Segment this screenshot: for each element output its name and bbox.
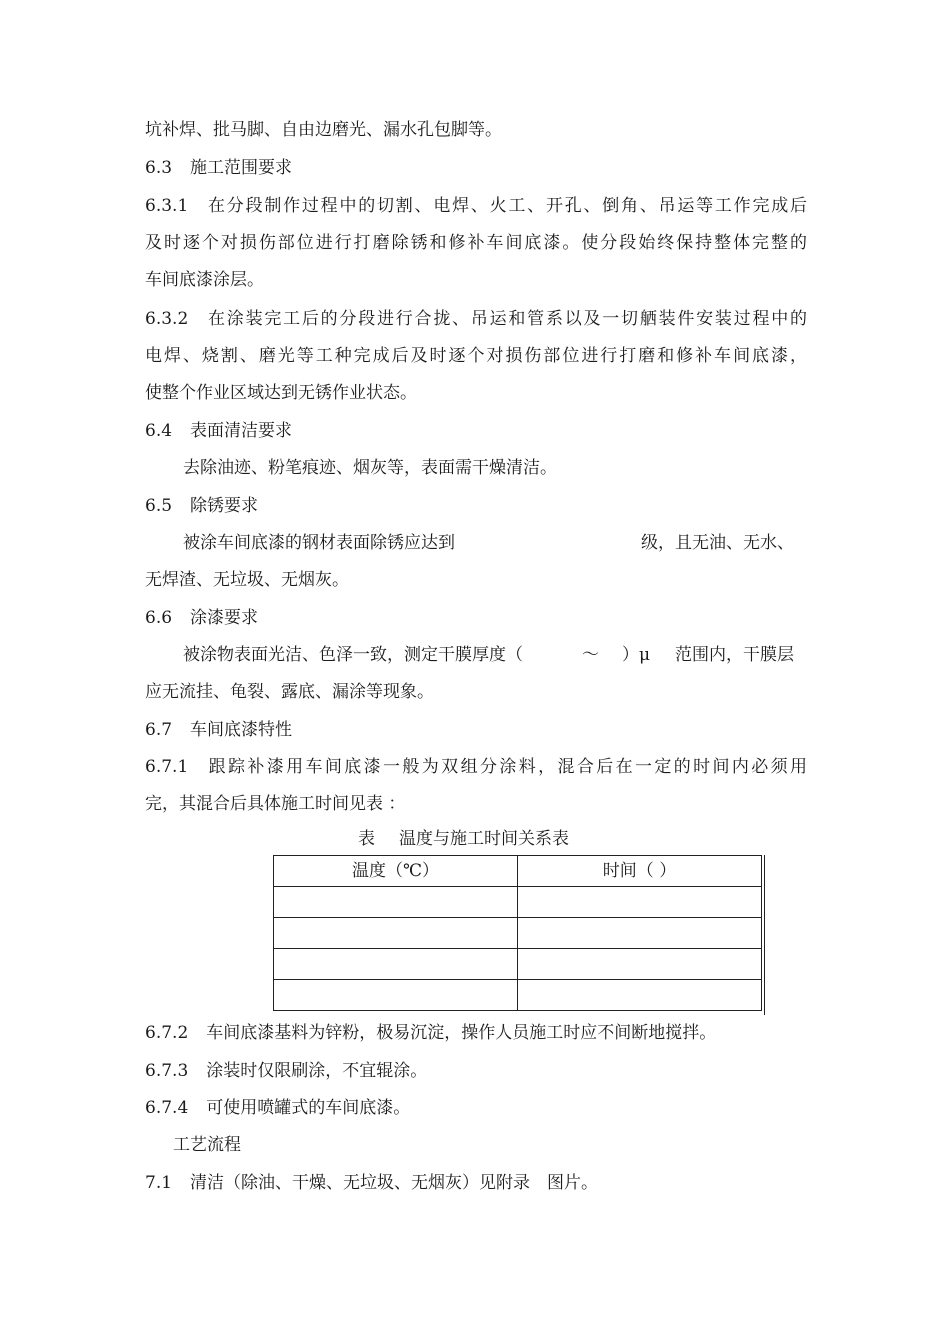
table-row bbox=[274, 918, 762, 949]
paragraph-6-7-4: 6.7.4 可使用喷罐式的车间底漆。 bbox=[145, 1098, 411, 1118]
section-number: 6.4 bbox=[145, 421, 173, 441]
table-cell bbox=[274, 980, 518, 1011]
section-number: 6.7.3 bbox=[145, 1061, 189, 1081]
table-row bbox=[274, 980, 762, 1011]
section-number: 6.3.1 bbox=[145, 196, 189, 216]
paragraph-6-3-1-line1: 6.3.1 在分段制作过程中的切割、电焊、火工、开孔、倒角、吊运等工作完成后 bbox=[145, 196, 807, 216]
section-number: 7.1 bbox=[145, 1173, 173, 1193]
table-cell bbox=[518, 949, 762, 980]
table-double-border bbox=[764, 855, 765, 1015]
paragraph-6-6-unit: ）μ bbox=[622, 645, 651, 665]
section-title: 施工范围要求 bbox=[190, 158, 293, 178]
section-title: 涂漆要求 bbox=[190, 608, 259, 628]
table-caption-title: 温度与施工时间关系表 bbox=[399, 829, 569, 849]
section-number: 6.7.2 bbox=[145, 1023, 189, 1043]
section-number: 6.5 bbox=[145, 496, 173, 516]
paragraph-6-6-line1a: 被涂物表面光洁、色泽一致，测定干膜厚度（ bbox=[183, 645, 523, 665]
table-header-temperature: 温度（℃） bbox=[274, 856, 518, 887]
section-heading-6-4 bbox=[145, 421, 292, 441]
paragraph-6-3-1-line3: 车间底漆涂层。 bbox=[145, 270, 264, 290]
section-number: 6.6 bbox=[145, 608, 173, 628]
section-number: 6.3.2 bbox=[145, 309, 189, 329]
paragraph-6-5-line1b: 级，且无油、无水、 bbox=[641, 533, 794, 553]
section-heading-7: 工艺流程 bbox=[173, 1135, 241, 1155]
table-cell bbox=[274, 918, 518, 949]
table-cell bbox=[274, 949, 518, 980]
section-heading-6-7 bbox=[145, 720, 292, 740]
table-cell bbox=[274, 887, 518, 918]
paragraph-6-7-1-line1: 6.7.1 跟踪补漆用车间底漆一般为双组分涂料，混合后在一定的时间内必须用 bbox=[145, 757, 807, 777]
paragraph-6-7-1-line2: 完，其混合后具体施工时间见表 ： bbox=[145, 794, 406, 814]
paragraph-6-7-2: 6.7.2 车间底漆基料为锌粉，极易沉淀，操作人员施工时应不间断地搅拌。 bbox=[145, 1023, 717, 1043]
paragraph-6-5-line1a: 被涂车间底漆的钢材表面除锈应达到 bbox=[183, 533, 455, 553]
section-title: 除锈要求 bbox=[190, 496, 259, 516]
table-row bbox=[274, 887, 762, 918]
paragraph-6-7-3: 6.7.3 涂装时仅限刷涂，不宜辊涂。 bbox=[145, 1061, 428, 1081]
table-cell bbox=[518, 887, 762, 918]
table-caption bbox=[358, 829, 569, 849]
table-cell bbox=[518, 918, 762, 949]
section-number: 6.7.4 bbox=[145, 1098, 189, 1118]
section-number: 6.7 bbox=[145, 720, 173, 740]
table-row bbox=[274, 949, 762, 980]
paragraph-6-3-2-line2: 电焊、烧割、磨光等工种完成后及时逐个对损伤部位进行打磨和修补车间底漆， bbox=[145, 346, 807, 366]
paragraph-6-3-2-line3: 使整个作业区域达到无锈作业状态。 bbox=[145, 383, 417, 403]
section-number: 6.3 bbox=[145, 158, 173, 178]
paragraph-7-1: 7.1 清洁（除油、干燥、无垃圾、无烟灰）见附录 图片。 bbox=[145, 1173, 599, 1193]
paragraph-6-4: 去除油迹、粉笔痕迹、烟灰等，表面需干燥清洁。 bbox=[183, 458, 557, 478]
section-heading-6-5 bbox=[145, 496, 258, 516]
paragraph-6-3-1-line2: 及时逐个对损伤部位进行打磨除锈和修补车间底漆。使分段始终保持整体完整的 bbox=[145, 233, 807, 253]
table-header-time: 时间（ ） bbox=[518, 856, 762, 887]
section-heading-6-6 bbox=[145, 608, 258, 628]
section-heading-6-3 bbox=[145, 158, 292, 178]
paragraph-6-6-tilde: ～ bbox=[582, 645, 599, 665]
paragraph-line: 坑补焊、批马脚、自由边磨光、漏水孔包脚等。 bbox=[145, 120, 502, 140]
table-cell bbox=[518, 980, 762, 1011]
table-header-row bbox=[274, 856, 762, 887]
paragraph-6-5-line2: 无焊渣、无垃圾、无烟灰。 bbox=[145, 570, 349, 590]
section-title: 车间底漆特性 bbox=[190, 720, 293, 740]
paragraph-6-3-2-line1: 6.3.2 在涂装完工后的分段进行合拢、吊运和管系以及一切舾装件安装过程中的 bbox=[145, 309, 807, 329]
temperature-time-table bbox=[273, 855, 762, 1011]
table-caption-prefix: 表 bbox=[358, 829, 375, 849]
section-title: 表面清洁要求 bbox=[190, 421, 293, 441]
paragraph-6-6-line2: 应无流挂、龟裂、露底、漏涂等现象。 bbox=[145, 682, 434, 702]
section-number: 6.7.1 bbox=[145, 757, 189, 777]
paragraph-6-6-line1d: 范围内，干膜层 bbox=[675, 645, 794, 665]
